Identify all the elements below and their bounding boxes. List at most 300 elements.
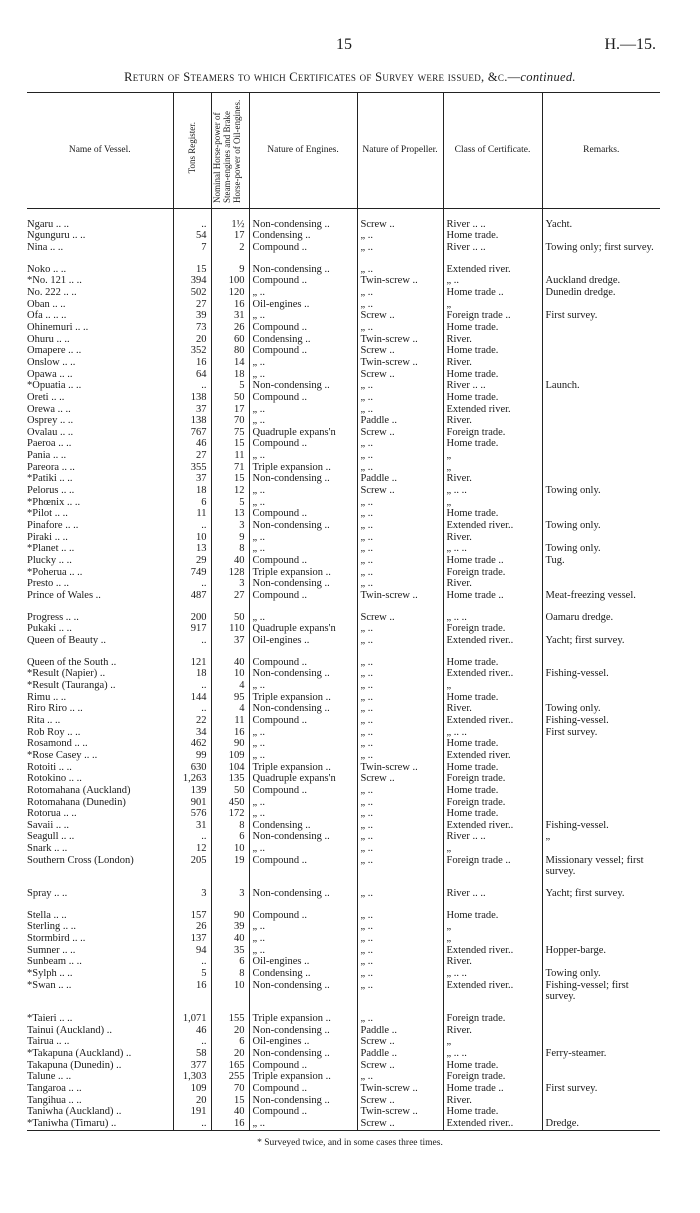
remarks [542, 299, 660, 311]
engine-type: Triple expansion .. [249, 462, 357, 474]
propeller-type: „ .. [357, 380, 443, 392]
remarks: First survey. [542, 1083, 660, 1095]
vessel-name: Riro Riro .. .. [27, 703, 83, 715]
certificate-class: „ [443, 497, 542, 509]
certificate-class: River. [443, 956, 542, 968]
certificate-class: Foreign trade. [443, 567, 542, 579]
engine-type: Quadruple expans'n [249, 773, 357, 785]
certificate-class: Foreign trade. [443, 797, 542, 809]
tons-register: .. [173, 219, 211, 231]
horse-power: 31 [211, 310, 249, 322]
horse-power: 12 [211, 485, 249, 497]
table-row [27, 1071, 660, 1083]
propeller-type: „ .. [357, 910, 443, 922]
vessel-name: *No. 121 .. .. [27, 275, 82, 287]
horse-power: 2 [211, 242, 249, 254]
propeller-type: „ .. [357, 578, 443, 590]
tons-register: 73 [173, 322, 211, 334]
propeller-type: Screw .. [357, 1036, 443, 1048]
table-row [27, 1048, 660, 1060]
horse-power: 95 [211, 692, 249, 704]
horse-power: 172 [211, 808, 249, 820]
horse-power: 26 [211, 322, 249, 334]
remarks [542, 450, 660, 462]
table-row [27, 910, 660, 922]
certificate-class: River .. .. [443, 831, 542, 843]
table-row [27, 219, 660, 231]
propeller-type: „ .. [357, 462, 443, 474]
propeller-type: „ .. [357, 738, 443, 750]
remarks [542, 1013, 660, 1025]
horse-power: 40 [211, 1106, 249, 1118]
propeller-type: „ .. [357, 404, 443, 416]
horse-power: 8 [211, 543, 249, 555]
vessel-name: Taniwha (Auckland) .. [27, 1106, 122, 1118]
propeller-type: Screw .. [357, 773, 443, 785]
remarks [542, 680, 660, 692]
horse-power: 11 [211, 715, 249, 727]
engine-type: „ .. [249, 933, 357, 945]
table-row [27, 555, 660, 567]
vessel-name: *Phœnix .. .. [27, 496, 81, 508]
engine-type: Non-condensing .. [249, 219, 357, 231]
tons-register: .. [173, 956, 211, 968]
row-gap [27, 647, 660, 657]
propeller-type: „ .. [357, 264, 443, 276]
propeller-type: „ .. [357, 855, 443, 878]
remarks [542, 497, 660, 509]
certificate-class: Extended river.. [443, 520, 542, 532]
propeller-type: „ .. [357, 1013, 443, 1025]
horse-power: 10 [211, 843, 249, 855]
certificate-class: River. [443, 1095, 542, 1107]
vessel-name: *Pilot .. .. [27, 508, 68, 520]
engine-type: „ .. [249, 1118, 357, 1130]
propeller-type: „ .. [357, 392, 443, 404]
vessel-name: Rotomahana (Auckland) [27, 784, 131, 796]
table-row [27, 310, 660, 322]
engine-type: Quadruple expans'n [249, 623, 357, 635]
engine-type: Non-condensing .. [249, 473, 357, 485]
vessel-name: Rotomahana (Dunedin) [27, 796, 126, 808]
table-row [27, 668, 660, 680]
engine-type: „ .. [249, 310, 357, 322]
certificate-class: „ [443, 921, 542, 933]
certificate-class: Home trade. [443, 369, 542, 381]
propeller-type: „ .. [357, 657, 443, 669]
remarks: Yacht; first survey. [542, 888, 660, 900]
remarks [542, 438, 660, 450]
certificate-class: Extended river.. [443, 820, 542, 832]
propeller-type: „ .. [357, 1071, 443, 1083]
propeller-type: „ .. [357, 532, 443, 544]
remarks [542, 657, 660, 669]
col-header-horsepower: Nominal Horse-power of Steam-engines and Brake Horse-power of Oil-engines. [211, 93, 249, 209]
certificate-class: River .. .. [443, 888, 542, 900]
engine-type: Non-condensing .. [249, 888, 357, 900]
propeller-type: „ .. [357, 438, 443, 450]
vessel-name: Osprey .. .. [27, 415, 74, 427]
certificate-class: Home trade .. [443, 590, 542, 602]
vessel-name: Oreti .. .. [27, 391, 65, 403]
remarks [542, 345, 660, 357]
remarks [542, 392, 660, 404]
certificate-class: Extended river.. [443, 1118, 542, 1130]
tons-register: 10 [173, 532, 211, 544]
horse-power: 50 [211, 612, 249, 624]
vessel-name: Pukaki .. .. [27, 623, 72, 635]
table-row [27, 508, 660, 520]
tons-register: .. [173, 1118, 211, 1130]
tons-register: .. [173, 1036, 211, 1048]
propeller-type: Screw .. [357, 1118, 443, 1130]
tons-register: 502 [173, 287, 211, 299]
tons-register: 58 [173, 1048, 211, 1060]
engine-type: „ .. [249, 945, 357, 957]
engine-type: Compound .. [249, 275, 357, 287]
certificate-class: Home trade. [443, 738, 542, 750]
remarks [542, 427, 660, 439]
remarks: Fishing-vessel. [542, 668, 660, 680]
horse-power: 6 [211, 956, 249, 968]
tons-register: 137 [173, 933, 211, 945]
tons-register: 99 [173, 750, 211, 762]
tons-register: .. [173, 380, 211, 392]
table-title [0, 70, 700, 85]
vessel-name: Takapuna (Dunedin) .. [27, 1059, 122, 1071]
table-row [27, 345, 660, 357]
vessel-name: Rosamond .. .. [27, 738, 88, 750]
horse-power: 8 [211, 820, 249, 832]
certificate-class: „ .. .. [443, 543, 542, 555]
table-row [27, 888, 660, 900]
tons-register: 94 [173, 945, 211, 957]
table-row [27, 275, 660, 287]
remarks [542, 808, 660, 820]
vessel-name: *Swan .. .. [27, 979, 72, 991]
certificate-class: Extended river.. [443, 945, 542, 957]
remarks: Oamaru dredge. [542, 612, 660, 624]
engine-type: Non-condensing .. [249, 264, 357, 276]
table-row [27, 797, 660, 809]
tons-register: 1,263 [173, 773, 211, 785]
certificate-class: River. [443, 578, 542, 590]
horse-power: 14 [211, 357, 249, 369]
vessel-name: Talune .. .. [27, 1071, 72, 1083]
propeller-type: „ .. [357, 543, 443, 555]
tons-register: 157 [173, 910, 211, 922]
remarks [542, 785, 660, 797]
propeller-type: „ .. [357, 508, 443, 520]
horse-power: 109 [211, 750, 249, 762]
engine-type: Condensing .. [249, 968, 357, 980]
engine-type: Condensing .. [249, 334, 357, 346]
engine-type: Triple expansion .. [249, 567, 357, 579]
vessel-name: *Sylph .. .. [27, 968, 73, 980]
table-row [27, 242, 660, 254]
table-row [27, 980, 660, 1003]
table-row [27, 773, 660, 785]
vessel-name: No. 222 .. .. [27, 286, 77, 298]
vessel-name: Savaii .. .. [27, 819, 69, 831]
remarks: Yacht; first survey. [542, 635, 660, 647]
remarks: Meat-freezing vessel. [542, 590, 660, 602]
table-row [27, 1025, 660, 1037]
certificate-class: Home trade. [443, 692, 542, 704]
engine-type: Condensing .. [249, 820, 357, 832]
certificate-class: Foreign trade. [443, 427, 542, 439]
table-row [27, 1118, 660, 1130]
certificate-class: „ .. [443, 275, 542, 287]
remarks [542, 230, 660, 242]
vessel-name: Oban .. .. [27, 298, 66, 310]
tons-register: 26 [173, 921, 211, 933]
propeller-type: Paddle .. [357, 473, 443, 485]
horse-power: 40 [211, 555, 249, 567]
tons-register: 7 [173, 242, 211, 254]
propeller-type: Screw .. [357, 369, 443, 381]
table-row [27, 1106, 660, 1118]
certificate-class: Extended river. [443, 750, 542, 762]
table-row [27, 230, 660, 242]
row-gap [27, 1003, 660, 1013]
table-row [27, 427, 660, 439]
remarks: Towing only. [542, 485, 660, 497]
propeller-type: „ .. [357, 555, 443, 567]
vessel-name: Sunbeam .. .. [27, 956, 82, 968]
remarks [542, 773, 660, 785]
remarks [542, 1025, 660, 1037]
tons-register: 462 [173, 738, 211, 750]
horse-power: 16 [211, 727, 249, 739]
tons-register: 27 [173, 450, 211, 462]
remarks [542, 1036, 660, 1048]
row-gap [27, 878, 660, 888]
vessel-name: *Opuatia .. .. [27, 380, 82, 392]
engine-type: „ .. [249, 797, 357, 809]
propeller-type: Screw .. [357, 219, 443, 231]
horse-power: 128 [211, 567, 249, 579]
propeller-type: „ .. [357, 715, 443, 727]
certificate-class: Home trade. [443, 657, 542, 669]
horse-power: 255 [211, 1071, 249, 1083]
propeller-type: Twin-screw .. [357, 275, 443, 287]
horse-power: 3 [211, 578, 249, 590]
table-row [27, 473, 660, 485]
tons-register: 20 [173, 1095, 211, 1107]
remarks: Dredge. [542, 1118, 660, 1130]
horse-power: 8 [211, 968, 249, 980]
vessel-name: Pinafore .. .. [27, 520, 79, 532]
engine-type: Compound .. [249, 322, 357, 334]
vessel-name: Prince of Wales .. [27, 590, 101, 601]
engine-type: Triple expansion .. [249, 1013, 357, 1025]
propeller-type: Twin-screw .. [357, 762, 443, 774]
propeller-type: „ .. [357, 831, 443, 843]
table-row [27, 831, 660, 843]
engine-type: „ .. [249, 808, 357, 820]
tons-register: 394 [173, 275, 211, 287]
tons-register: 15 [173, 264, 211, 276]
engine-type: „ .. [249, 727, 357, 739]
tons-register: 121 [173, 657, 211, 669]
table-row [27, 968, 660, 980]
tons-register: 5 [173, 968, 211, 980]
propeller-type: Twin-screw .. [357, 590, 443, 602]
engine-type: „ .. [249, 738, 357, 750]
tons-register: 29 [173, 555, 211, 567]
tons-register: 18 [173, 485, 211, 497]
tons-register: 12 [173, 843, 211, 855]
certificate-class: „ [443, 933, 542, 945]
engine-type: Non-condensing .. [249, 980, 357, 1003]
propeller-type: „ .. [357, 703, 443, 715]
horse-power: 10 [211, 980, 249, 1003]
certificate-class: Home trade. [443, 1106, 542, 1118]
certificate-class: Home trade. [443, 910, 542, 922]
vessel-name: Ovalau .. .. [27, 426, 74, 438]
engine-type: „ .. [249, 497, 357, 509]
tons-register: .. [173, 520, 211, 532]
certificate-class: Home trade. [443, 508, 542, 520]
vessel-name: Snark .. .. [27, 843, 68, 855]
vessel-name: Rimu .. .. [27, 691, 67, 703]
table-body [27, 219, 660, 1130]
horse-power: 155 [211, 1013, 249, 1025]
certificate-class: Home trade. [443, 345, 542, 357]
tons-register: 901 [173, 797, 211, 809]
horse-power: 20 [211, 1025, 249, 1037]
vessel-name: Ohuru .. .. [27, 333, 70, 345]
engine-type: Compound .. [249, 345, 357, 357]
propeller-type: „ .. [357, 945, 443, 957]
horse-power: 10 [211, 668, 249, 680]
vessel-name: Paeroa .. .. [27, 438, 72, 450]
propeller-type: Twin-screw .. [357, 334, 443, 346]
horse-power: 15 [211, 1095, 249, 1107]
engine-type: Quadruple expans'n [249, 427, 357, 439]
remarks [542, 1095, 660, 1107]
horse-power: 100 [211, 275, 249, 287]
propeller-type: „ .. [357, 322, 443, 334]
horse-power: 20 [211, 1048, 249, 1060]
row-gap [27, 602, 660, 612]
remarks: Dunedin dredge. [542, 287, 660, 299]
horse-power: 39 [211, 921, 249, 933]
horse-power: 35 [211, 945, 249, 957]
tons-register: 138 [173, 415, 211, 427]
engine-type: Non-condensing .. [249, 831, 357, 843]
vessel-name: Nina .. .. [27, 241, 64, 253]
vessel-name: Queen of Beauty .. [27, 634, 107, 646]
horse-power: 5 [211, 497, 249, 509]
certificate-class: Foreign trade .. [443, 855, 542, 878]
tons-register: 576 [173, 808, 211, 820]
engine-type: Compound .. [249, 392, 357, 404]
certificate-class: River. [443, 1025, 542, 1037]
certificate-class: Foreign trade .. [443, 310, 542, 322]
tons-register: 138 [173, 392, 211, 404]
page-number: 15 [336, 36, 352, 53]
propeller-type: „ .. [357, 520, 443, 532]
engine-type: Compound .. [249, 1060, 357, 1072]
certificate-class: Extended river.. [443, 715, 542, 727]
horse-power: 70 [211, 415, 249, 427]
certificate-class: River .. .. [443, 219, 542, 231]
engine-type: Triple expansion .. [249, 762, 357, 774]
propeller-type: Paddle .. [357, 1048, 443, 1060]
table-row [27, 380, 660, 392]
tons-register: 16 [173, 980, 211, 1003]
engine-type: „ .. [249, 612, 357, 624]
certificate-class: River. [443, 334, 542, 346]
engine-type: „ .. [249, 843, 357, 855]
table-row [27, 657, 660, 669]
vessel-name: Ngaru .. .. [27, 218, 69, 230]
tons-register: 54 [173, 230, 211, 242]
tons-register: 205 [173, 855, 211, 878]
certificate-class: Home trade. [443, 230, 542, 242]
certificate-class: „ .. .. [443, 727, 542, 739]
certificate-class: Foreign trade. [443, 623, 542, 635]
horse-power: 40 [211, 657, 249, 669]
tons-register: 1,071 [173, 1013, 211, 1025]
horse-power: 120 [211, 287, 249, 299]
remarks [542, 473, 660, 485]
horse-power: 11 [211, 450, 249, 462]
table-row [27, 1095, 660, 1107]
remarks: Fishing-vessel. [542, 820, 660, 832]
table-row [27, 578, 660, 590]
certificate-class: Extended river. [443, 264, 542, 276]
remarks [542, 738, 660, 750]
vessel-name: Rotorua .. .. [27, 808, 77, 820]
table-row [27, 532, 660, 544]
propeller-type: „ .. [357, 497, 443, 509]
certificate-class: Foreign trade. [443, 773, 542, 785]
tons-register: 18 [173, 668, 211, 680]
horse-power: 70 [211, 1083, 249, 1095]
certificate-class: Home trade .. [443, 287, 542, 299]
remarks [542, 322, 660, 334]
certificate-class: Foreign trade. [443, 1013, 542, 1025]
vessel-name: *Result (Napier) .. [27, 668, 106, 680]
propeller-type: „ .. [357, 797, 443, 809]
engine-type: Triple expansion .. [249, 1071, 357, 1083]
header-gap [27, 208, 660, 219]
propeller-type: „ .. [357, 785, 443, 797]
propeller-type: „ .. [357, 242, 443, 254]
table-row [27, 612, 660, 624]
vessel-name: Ohinemuri .. .. [27, 321, 89, 333]
propeller-type: „ .. [357, 450, 443, 462]
horse-power: 5 [211, 380, 249, 392]
tons-register: 64 [173, 369, 211, 381]
certificate-class: Home trade .. [443, 555, 542, 567]
vessel-name: Pelorus .. .. [27, 485, 75, 497]
horse-power: 3 [211, 888, 249, 900]
tons-register: 13 [173, 543, 211, 555]
tons-register: 37 [173, 404, 211, 416]
table-row [27, 415, 660, 427]
remarks [542, 334, 660, 346]
table-row [27, 820, 660, 832]
table-row [27, 497, 660, 509]
tons-register: 355 [173, 462, 211, 474]
horse-power: 6 [211, 1036, 249, 1048]
remarks: Towing only; first survey. [542, 242, 660, 254]
horse-power: 71 [211, 462, 249, 474]
